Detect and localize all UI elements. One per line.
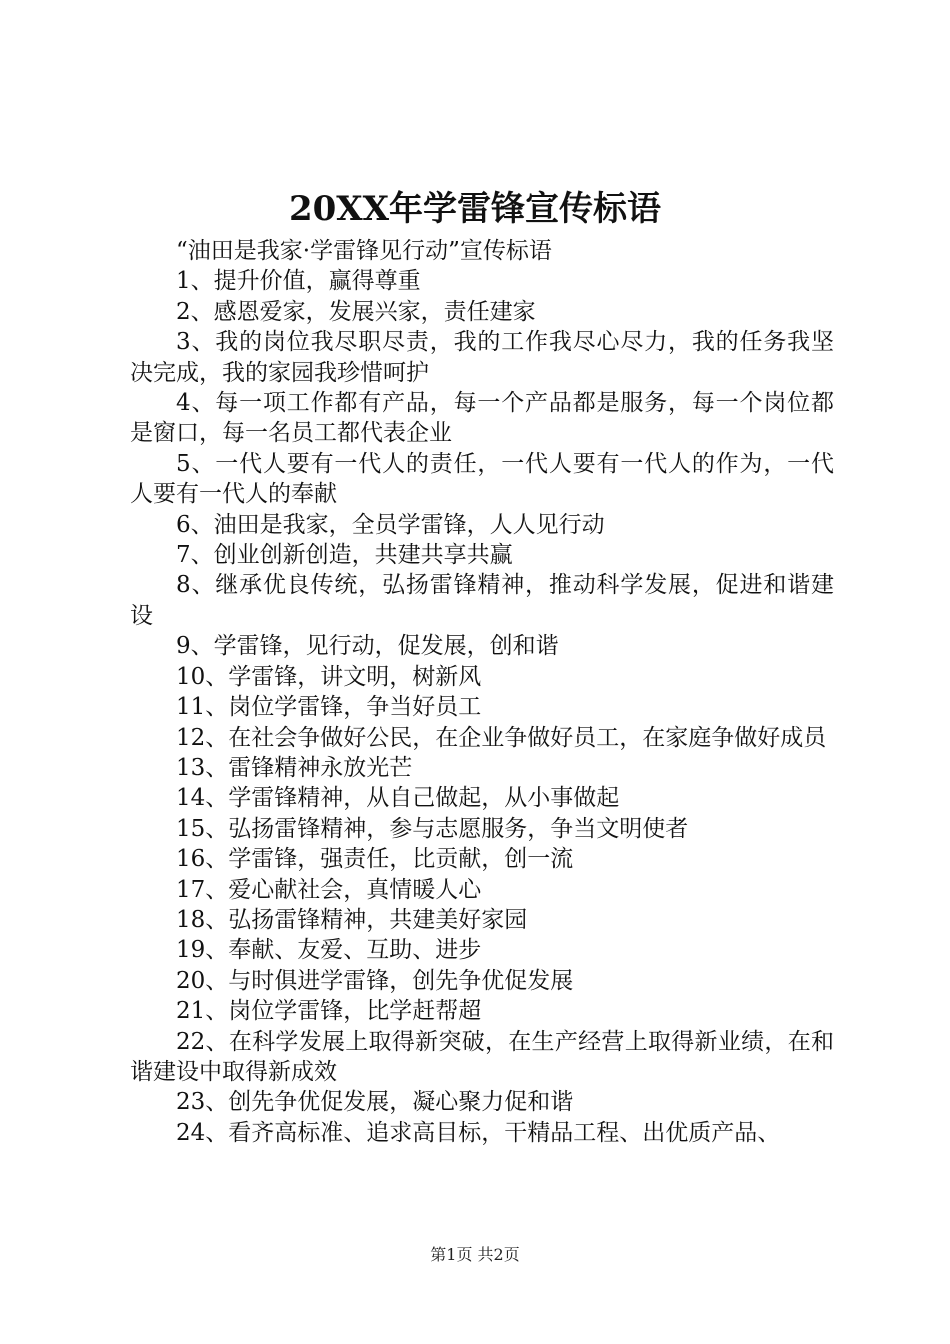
document-body: [130, 236, 834, 1148]
slogan-item-6: 6、油田是我家，全员学雷锋，人人见行动: [176, 511, 605, 538]
slogan-item-13: 13、雷锋精神永放光芒: [176, 754, 413, 781]
slogan-item-23: 23、创先争优促发展，凝心聚力促和谐: [176, 1089, 574, 1116]
slogan-item-10: 10、学雷锋，讲文明，树新风: [176, 663, 482, 690]
slogan-item-15: 15、弘扬雷锋精神，参与志愿服务，争当文明使者: [176, 815, 689, 842]
slogan-item-18: 18、弘扬雷锋精神，共建美好家园: [176, 906, 528, 933]
slogan-item-4: 4、每一项工作都有产品，每一个产品都是服务，每一个岗位都是窗口，每一名员工都代表企业: [130, 390, 834, 447]
slogan-item-24: 24、看齐高标准、追求高目标，干精品工程、出优质产品、: [176, 1119, 781, 1146]
slogan-item-21: 21、岗位学雷锋，比学赶帮超: [176, 998, 482, 1025]
slogan-item-5: 5、一代人要有一代人的责任，一代人要有一代人的作为，一代人要有一代人的奉献: [130, 450, 834, 508]
slogan-item-17: 17、爱心献社会，真情暖人心: [176, 876, 482, 903]
slogan-item-8: 8、继承优良传统，弘扬雷锋精神，推动科学发展，促进和谐建设: [130, 572, 834, 629]
slogan-item-11: 11、岗位学雷锋，争当好员工: [176, 694, 482, 721]
slogan-item-14: 14、学雷锋精神，从自己做起，从小事做起: [176, 785, 620, 812]
slogan-item-3: 3、我的岗位我尽职尽责，我的工作我尽心尽力，我的任务我坚决完成，我的家园我珍惜呵护: [130, 329, 834, 386]
page-footer: 第1页 共2页: [430, 1245, 520, 1264]
slogan-item-16: 16、学雷锋，强责任，比贡献，创一流: [176, 846, 574, 873]
page-title: 20XX年学雷锋宣传标语: [288, 189, 662, 229]
slogan-item-1: 1、提升价值，赢得尊重: [176, 268, 421, 295]
slogan-item-7: 7、创业创新创造，共建共享共赢: [176, 542, 513, 569]
slogan-item-12: 12、在社会争做好公民，在企业争做好员工，在家庭争做好成员: [176, 724, 827, 751]
slogan-item-9: 9、学雷锋，见行动，促发展，创和谐: [176, 633, 559, 660]
document-subtitle: “油田是我家·学雷锋见行动”宣传标语: [176, 238, 552, 264]
slogan-item-2: 2、感恩爱家，发展兴家，责任建家: [176, 298, 536, 325]
slogan-item-20: 20、与时俱进学雷锋，创先争优促发展: [176, 967, 574, 994]
slogan-item-19: 19、奉献、友爱、互助、进步: [176, 937, 482, 964]
slogan-item-22: 22、在科学发展上取得新突破，在生产经营上取得新业绩，在和谐建设中取得新成效: [130, 1028, 834, 1085]
